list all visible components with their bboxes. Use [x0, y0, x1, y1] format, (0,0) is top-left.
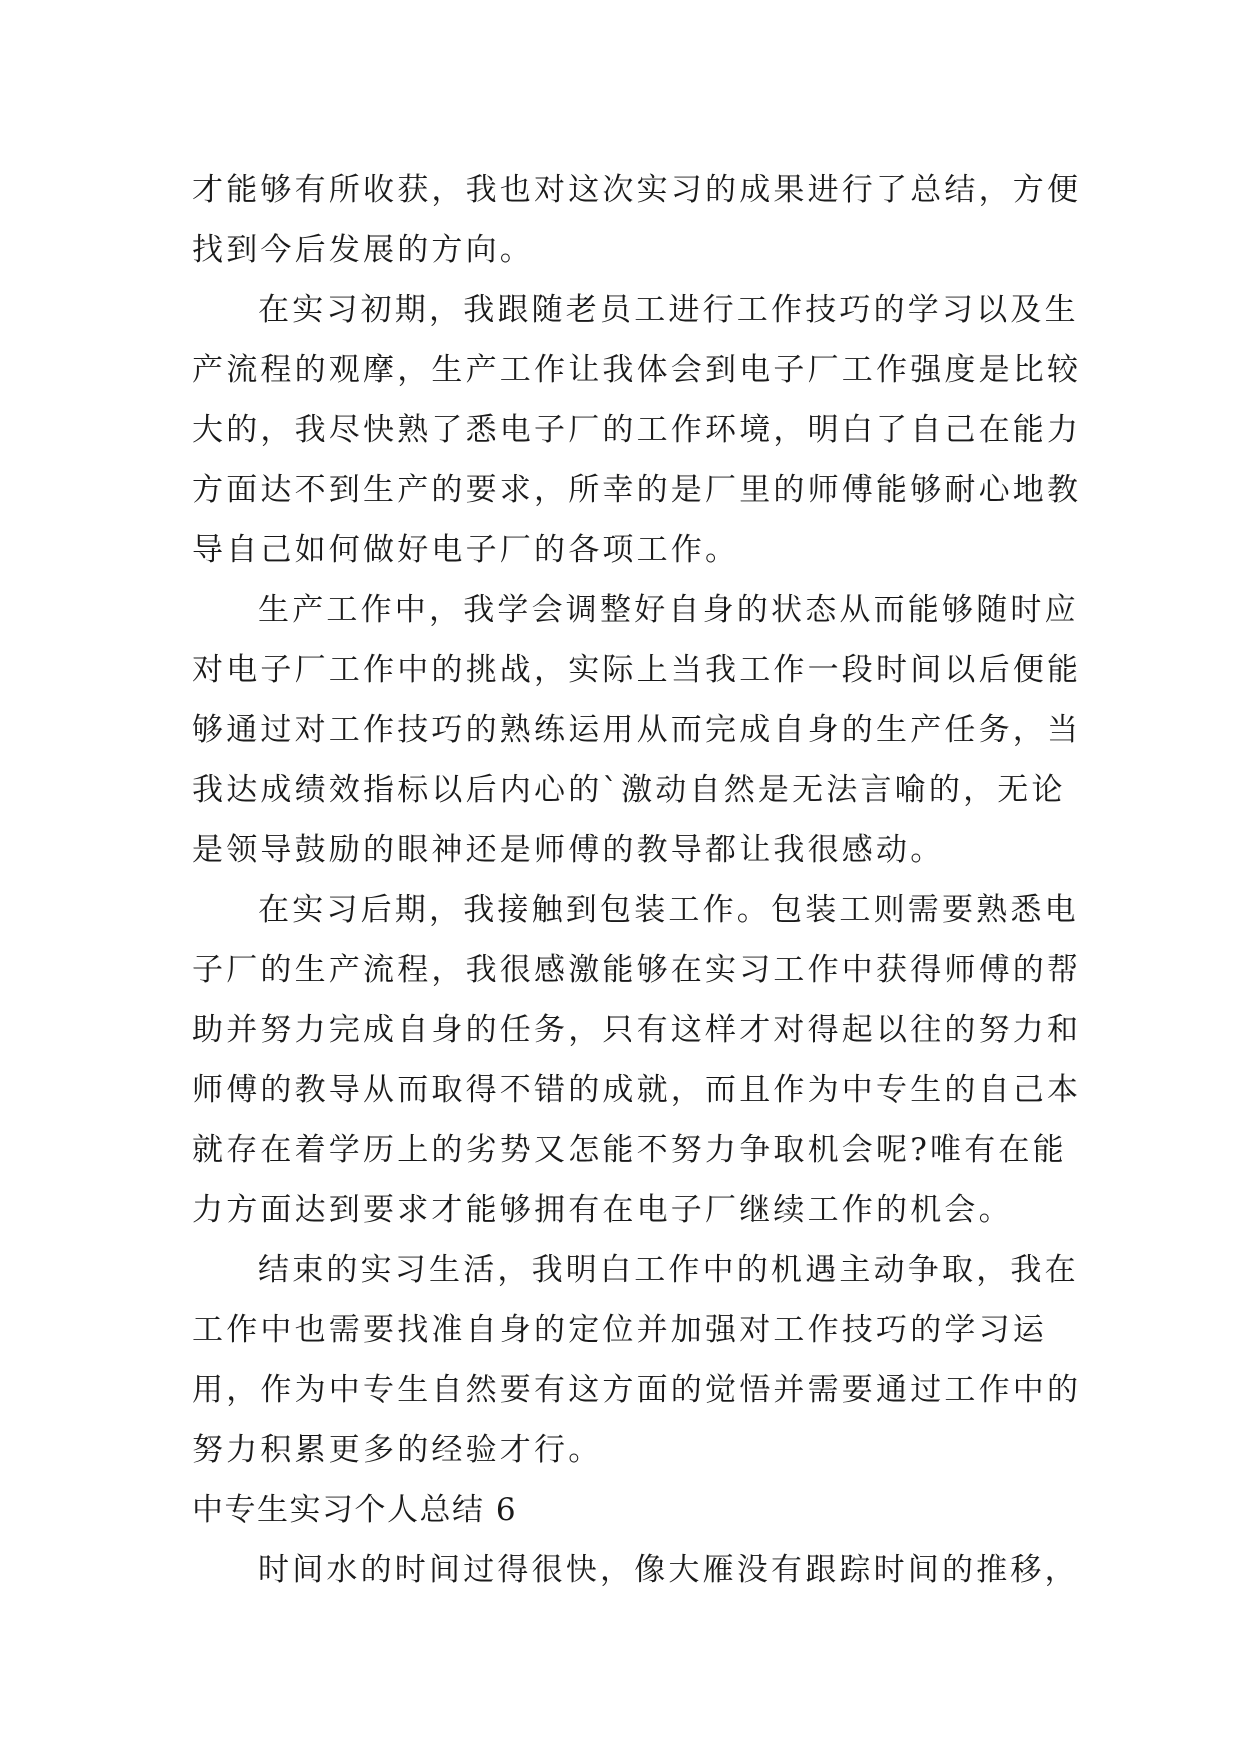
text-line: 产流程的观摩，生产工作让我体会到电子厂工作强度是比较 — [192, 352, 1082, 388]
text-line: 子厂的生产流程，我很感激能够在实习工作中获得师傅的帮 — [192, 952, 1082, 988]
section-heading: 中专生实习个人总结 6 — [192, 1492, 518, 1528]
text-line: 努力积累更多的经验才行。 — [192, 1432, 603, 1468]
text-line: 够通过对工作技巧的熟练运用从而完成自身的生产任务，当 — [192, 712, 1082, 748]
text-line: 导自己如何做好电子厂的各项工作。 — [192, 532, 740, 568]
paragraph-start-line: 在实习初期，我跟随老员工进行工作技巧的学习以及生 — [258, 292, 1079, 328]
text-line: 方面达不到生产的要求，所幸的是厂里的师傅能够耐心地教 — [192, 472, 1082, 508]
text-line: 用，作为中专生自然要有这方面的觉悟并需要通过工作中的 — [192, 1372, 1082, 1408]
text-line: 找到今后发展的方向。 — [192, 232, 534, 268]
paragraph-start-line: 结束的实习生活，我明白工作中的机遇主动争取，我在 — [258, 1252, 1079, 1288]
text-line: 就存在着学历上的劣势又怎能不努力争取机会呢?唯有在能 — [192, 1132, 1067, 1168]
text-line: 力方面达到要求才能够拥有在电子厂继续工作的机会。 — [192, 1192, 1013, 1228]
document-page — [192, 160, 1082, 1600]
text-line: 师傅的教导从而取得不错的成就，而且作为中专生的自己本 — [192, 1072, 1082, 1108]
text-line: 是领导鼓励的眼神还是师傅的教导都让我很感动。 — [192, 832, 945, 868]
paragraph-start-line: 在实习后期，我接触到包装工作。包装工则需要熟悉电 — [258, 892, 1079, 928]
paragraph-start-line: 时间水的时间过得很快，像大雁没有跟踪时间的推移， — [258, 1552, 1079, 1588]
text-line: 助并努力完成自身的任务，只有这样才对得起以往的努力和 — [192, 1012, 1082, 1048]
text-line: 才能够有所收获，我也对这次实习的成果进行了总结，方便 — [192, 172, 1082, 208]
paragraph-start-line: 生产工作中，我学会调整好自身的状态从而能够随时应 — [258, 592, 1079, 628]
text-line: 工作中也需要找准自身的定位并加强对工作技巧的学习运 — [192, 1312, 1047, 1348]
text-line: 对电子厂工作中的挑战，实际上当我工作一段时间以后便能 — [192, 652, 1082, 688]
text-line: 大的，我尽快熟了悉电子厂的工作环境，明白了自己在能力 — [192, 412, 1082, 448]
text-line: 我达成绩效指标以后内心的`激动自然是无法言喻的，无论 — [192, 772, 1066, 808]
